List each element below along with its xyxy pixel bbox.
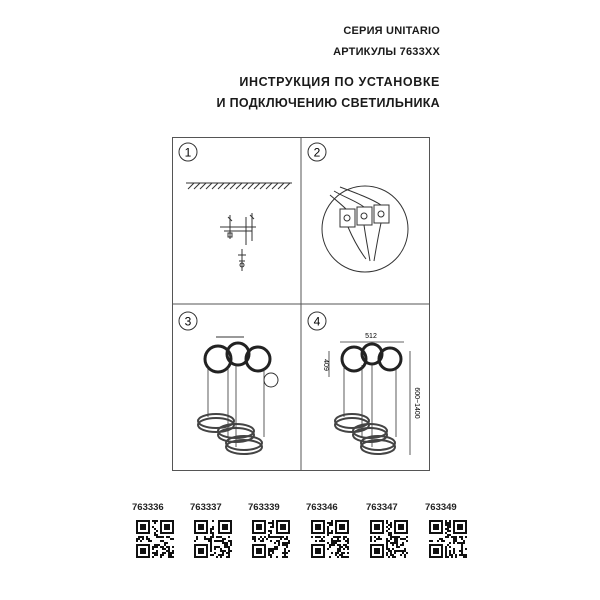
step-4-panel: [308, 312, 420, 455]
light-rings-4: [335, 414, 395, 454]
instruction-grid: [172, 137, 430, 471]
step-1-panel: [179, 143, 292, 271]
step-3-panel: [179, 312, 278, 454]
top-height-dimension: 409: [322, 359, 329, 371]
article-code: 763349: [425, 502, 457, 513]
terminal-block: [340, 205, 389, 227]
ceiling-hatch: [186, 183, 292, 189]
articles-label: АРТИКУЛЫ 7633ХХ: [333, 46, 440, 58]
qr-code-icon[interactable]: [370, 520, 408, 558]
screw-icon: [238, 249, 246, 271]
article-code: 763346: [306, 502, 338, 513]
step-3-number: 3: [184, 314, 192, 329]
step-2-panel: [308, 143, 408, 272]
qr-code-icon[interactable]: [194, 520, 232, 558]
light-rings: [198, 414, 262, 454]
article-code: 763337: [190, 502, 222, 513]
qr-code-icon[interactable]: [252, 520, 290, 558]
step-2-number: 2: [313, 145, 321, 160]
article-code: 763336: [132, 502, 164, 513]
width-dimension: 512: [365, 333, 377, 340]
instruction-title-line1: ИНСТРУКЦИЯ ПО УСТАНОВКЕ: [239, 75, 440, 89]
article-code: 763339: [248, 502, 280, 513]
step-4-number: 4: [313, 314, 321, 329]
total-height-dimension: 600~1400: [413, 387, 420, 419]
instruction-title-line2: И ПОДКЛЮЧЕНИЮ СВЕТИЛЬНИКА: [216, 96, 440, 110]
article-qr-row: [132, 502, 472, 562]
lamp-canopy: [205, 343, 270, 372]
mounting-bracket: [220, 213, 256, 245]
qr-code-icon[interactable]: [311, 520, 349, 558]
detail-callout: [264, 373, 278, 387]
suspension-cables-4: [344, 363, 396, 447]
suspension-cables: [208, 365, 264, 447]
article-code: 763347: [366, 502, 398, 513]
qr-code-icon[interactable]: [429, 520, 467, 558]
step-1-number: 1: [184, 145, 192, 160]
series-label: СЕРИЯ UNITARIO: [343, 25, 440, 37]
lamp-canopy-4: [342, 344, 401, 371]
qr-code-icon[interactable]: [136, 520, 174, 558]
